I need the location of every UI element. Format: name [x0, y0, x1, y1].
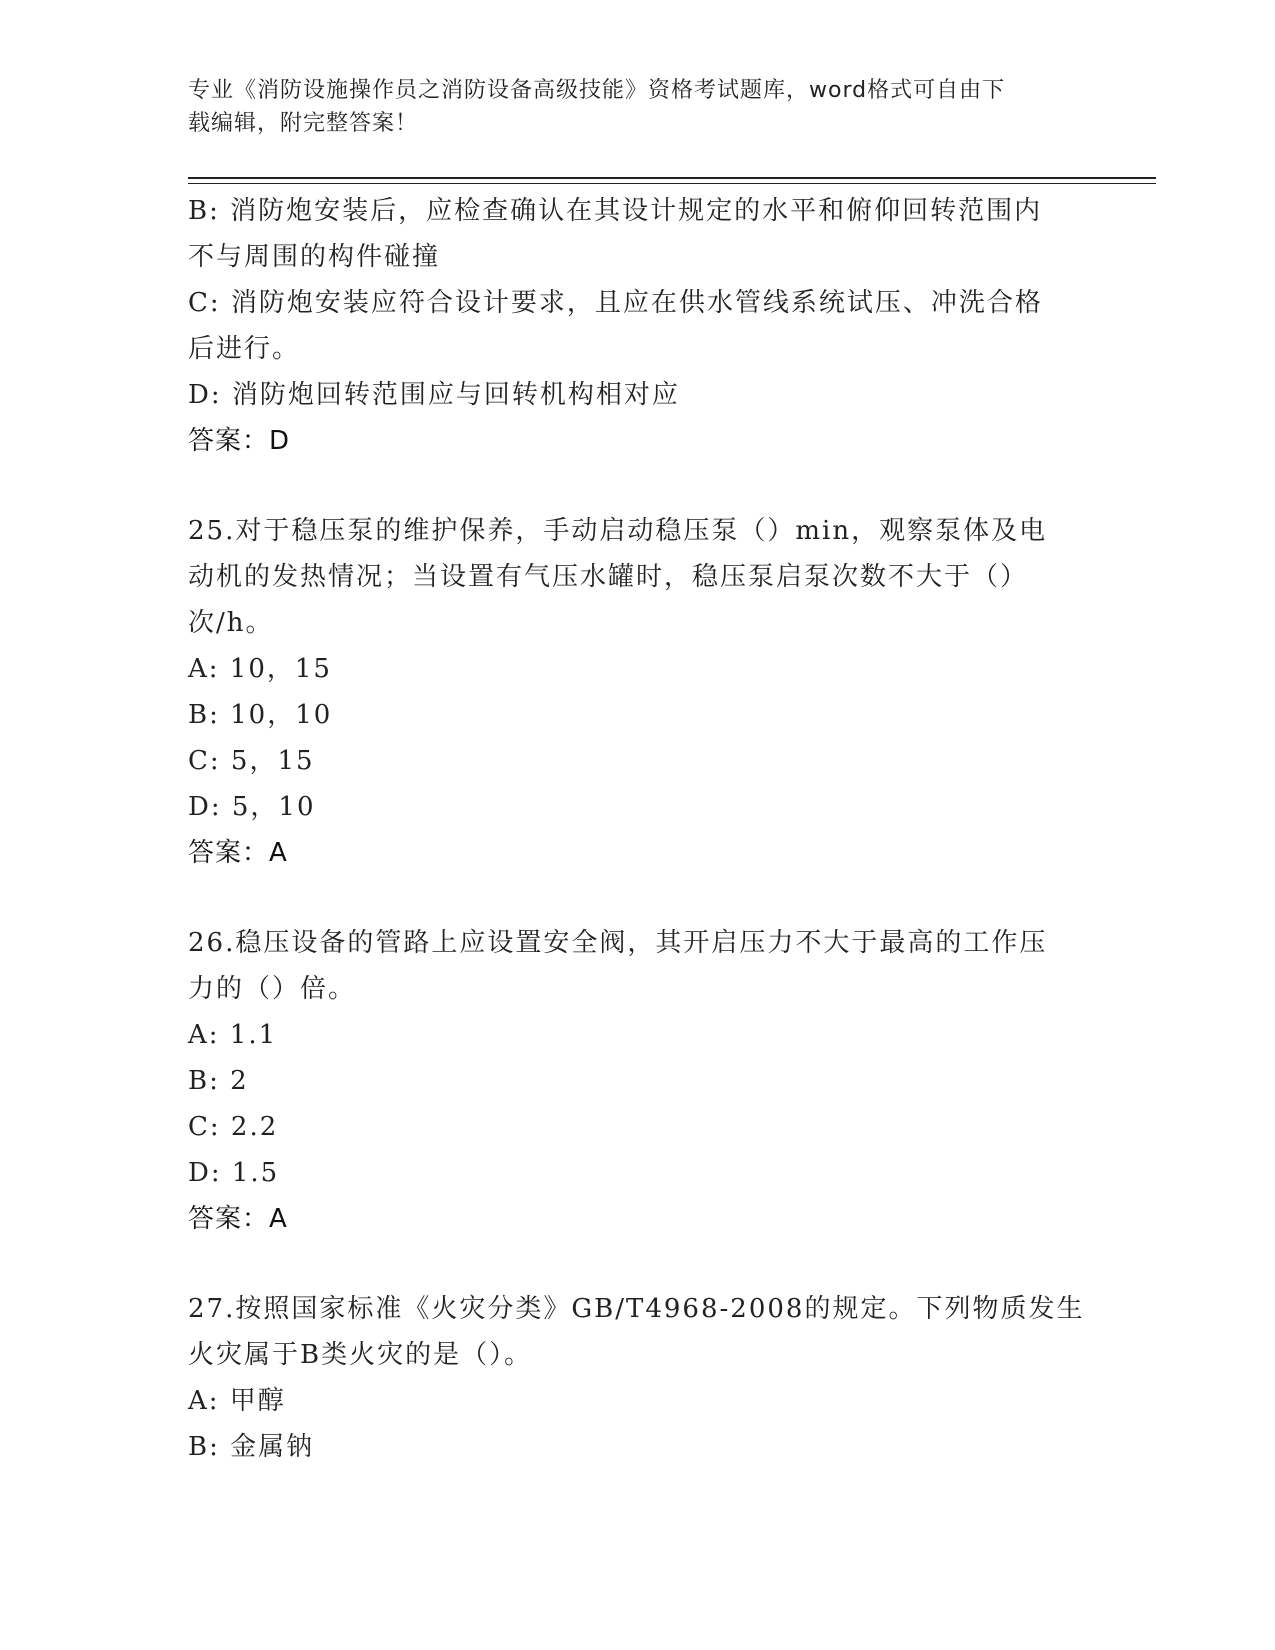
option-d: D: 5，10 [188, 792, 316, 822]
question-content [188, 188, 1088, 1470]
question-stem: 26.稳压设备的管路上应设置安全阀，其开启压力不大于最高的工作压 [188, 928, 1048, 958]
answer: 答案：D [188, 426, 291, 456]
question-spacer [188, 464, 1088, 508]
header-line-1: 专业《消防设施操作员之消防设备高级技能》资格考试题库，word格式可自由下 [188, 78, 1006, 103]
option-a: A: 甲醇 [188, 1386, 286, 1416]
question-stem-continued: 次/h。 [188, 608, 274, 638]
question-stem: 27.按照国家标准《火灾分类》GB/T4968-2008的规定。下列物质发生 [188, 1294, 1085, 1324]
answer: 答案：A [188, 838, 288, 868]
question-stem-continued: 力的（）倍。 [188, 974, 357, 1004]
header-line-2: 载编辑，附完整答案！ [188, 111, 419, 136]
question-stem-continued: 火灾属于B类火灾的是（）。 [188, 1340, 533, 1370]
option-d: D: 消防炮回转范围应与回转机构相对应 [188, 380, 680, 410]
question-27 [188, 1286, 1088, 1470]
option-b: B: 金属钠 [188, 1432, 315, 1462]
question-stem: 25.对于稳压泵的维护保养，手动启动稳压泵（）min，观察泵体及电 [188, 516, 1048, 546]
answer: 答案：A [188, 1204, 288, 1234]
option-b-continued: 不与周围的构件碰撞 [188, 242, 441, 272]
question-24 [188, 188, 1088, 464]
option-a: A: 1.1 [188, 1020, 278, 1050]
option-c: C: 2.2 [188, 1112, 279, 1142]
option-a: A: 10，15 [188, 654, 332, 684]
option-d: D: 1.5 [188, 1158, 280, 1188]
option-b: B: 消防炮安装后，应检查确认在其设计规定的水平和俯仰回转范围内 [188, 196, 1043, 226]
document-header [188, 74, 1088, 140]
option-b: B: 10，10 [188, 700, 333, 730]
option-c: C: 消防炮安装应符合设计要求，且应在供水管线系统试压、冲洗合格 [188, 288, 1043, 318]
question-26 [188, 920, 1088, 1242]
header-divider-thin [188, 183, 1156, 184]
option-b: B: 2 [188, 1066, 249, 1096]
option-c: C: 5，15 [188, 746, 315, 776]
question-spacer [188, 876, 1088, 920]
question-stem-continued: 动机的发热情况；当设置有气压水罐时，稳压泵启泵次数不大于（） [188, 562, 1029, 592]
question-spacer [188, 1242, 1088, 1286]
question-25 [188, 508, 1088, 876]
option-c-continued: 后进行。 [188, 334, 301, 364]
header-divider-thick [188, 177, 1156, 179]
